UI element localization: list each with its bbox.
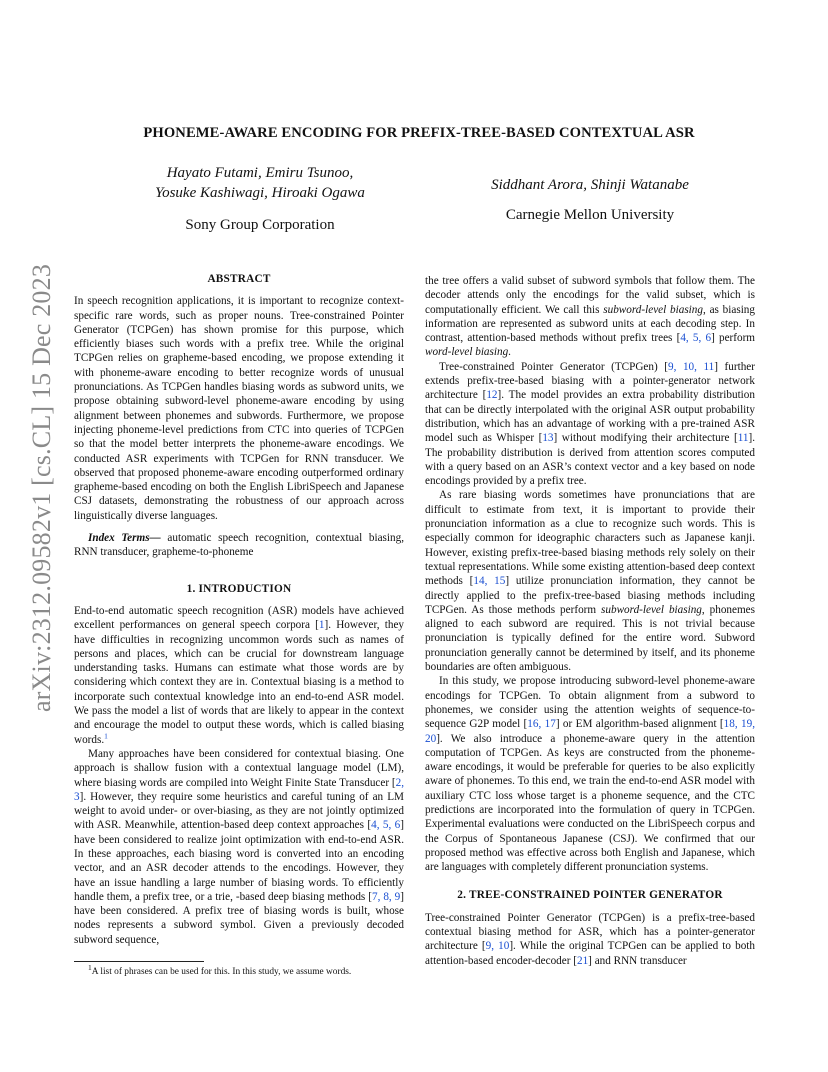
footnote-rule — [74, 961, 204, 962]
text-run: , phonemes aligned to each subword are required. This is not trivial because pronunciation is typically defined for the entire word. Subword pronunciation generally cannot be determined by itself, and its phoneme boundaries are often ambiguous. — [425, 603, 755, 674]
footnote — [74, 962, 404, 978]
section2-heading: 2. TREE-CONSTRAINED POINTER GENERATOR — [457, 889, 723, 902]
citation-link[interactable]: 2, 3 — [74, 776, 404, 803]
footnote-text: A list of phrases can be used for this. In this study, we assume words. — [91, 967, 352, 977]
arxiv-id: arXiv:2312.09582v1 [cs.CL] 15 Dec 2023 — [27, 263, 57, 712]
abstract-heading: ABSTRACT — [207, 273, 271, 285]
arxiv-stamp — [22, 263, 62, 712]
right-paragraph-3 — [425, 488, 755, 674]
abstract-text: In speech recognition applications, it is important to recognize context-specific rare words, such as proper nouns. Tree-constrained Pointer Generator (TCPGen) has shown promise for this purpose, which efficiently biases such words with a prefix tree. While the original TCPGen relies on grapheme-based encoding, we propose extending it with phoneme-aware encoding to better recognize words of unusual pronunciations. As TCPGen handles biasing words as subword units, we propose obtaining subword-level phoneme-aware encoding by using alignment between phonemes and subwords. Furthermore, we propose injecting phoneme-level predictions from CTC into queries of TCPGen so that the model better interprets the phoneme-aware encodings. We conducted ASR experiments with TCPGen for RNN transducer. We observed that proposed phoneme-aware encoding outperformed ordinary grapheme-based encoding on both the English LibriSpeech and Japanese CSJ datasets, demonstrating the robustness of our approach across linguistically diverse languages. — [74, 295, 404, 522]
right-paragraph-1 — [425, 274, 755, 360]
text-run: Tree-constrained Pointer Generator (TCPGen) is a prefix-tree-based contextual biasing method for ASR, which has a pointer-generator architecture [ — [425, 911, 755, 953]
text-run: ] utilize pronunciation information, they cannot be directly applied to the prefix-tree-based biasing methods including TCPGen. As those methods perform — [425, 575, 756, 616]
citation-link[interactable]: 16, 17 — [527, 718, 556, 731]
footnote-number: 1 — [88, 962, 92, 972]
text-run: End-to-end automatic speech recognition (ASR) models have achieved excellent performances on general speech corpora [ — [74, 604, 404, 632]
text-run: As rare biasing words sometimes have pronunciations that are difficult to estimate from text, it is important to provide their pronunciation information as a clue to recognize such words. This is especially common for ideographic characters such as Japanese kanji. However, existing prefix-tree-based biasing methods rely solely on their textual representations. While some existing attention-based deep context methods [ — [425, 489, 755, 588]
section2-paragraph — [425, 911, 755, 968]
footnote-mark[interactable]: 1 — [104, 730, 108, 740]
citation-link[interactable]: 9, 10, 11 — [668, 360, 715, 373]
author-block-right — [440, 175, 740, 224]
citation-link[interactable]: 4, 5, 6 — [371, 819, 401, 832]
intro-paragraph-2 — [74, 747, 404, 947]
citation-link[interactable]: 21 — [576, 954, 589, 967]
affiliation-right: Carnegie Mellon University — [505, 207, 675, 223]
paper-title: PHONEME-AWARE ENCODING FOR PREFIX-TREE-BASED CONTEXTUAL ASR — [143, 125, 695, 141]
right-paragraph-4 — [425, 674, 755, 874]
author-names-right: Siddhant Arora, Shinji Watanabe — [491, 177, 689, 193]
text-run: ]. While the original TCPGen can be applied to both attention-based encoder-decoder [ — [425, 940, 755, 967]
text-run: ]. However, they have difficulties in recognizing uncommon words such as names of persons and places, which can be crucial for downstream language understanding tasks. Humans can estimate what those words are by considering which context they are in. Contextual biasing is a method to incorporate such contextual knowledge into an end-to-end ASR model. We pass the model a list of words that are likely to appear in the context and encourage the model to output these words, which is called biasing words. — [74, 619, 404, 746]
text-run: Many approaches have been considered for contextual biasing. One approach is shallow fusion with a contextual language model (LM), where biasing words are compiled into Weight Finite State Transducer [ — [74, 747, 404, 789]
affiliation-left: Sony Group Corporation — [185, 217, 335, 233]
text-run: ] have been considered. A prefix tree of biasing words is built, whose nodes represents a subword symbol. Given a previously decoded subword sequence, — [74, 890, 404, 946]
citation-link[interactable]: 13 — [542, 432, 554, 445]
citation-link[interactable]: 9, 10 — [485, 940, 510, 953]
text-run: ] have been considered to realize joint optimization with end-to-end ASR. In these approaches, each biasing word is converted into an encoding vector, and an ASR decoder attends to the encodings. However, they have an issue handling a large number of biasing words. To efficiently handle them, a prefix tree, or a trie, -based deep biasing methods [ — [74, 819, 405, 903]
citation-link[interactable]: 14, 15 — [473, 575, 506, 588]
intro-heading: 1. INTRODUCTION — [186, 582, 292, 595]
index-terms-text: automatic speech recognition, contextual biasing, RNN transducer, grapheme-to-phoneme — [74, 532, 404, 559]
text-run: ]. We also introduce a phoneme-aware query in the attention computation of TCPGen. As keys are constructed from the phoneme-aware encodings, it would be preferable for queries to be also explicitly aware of phonemes. To this end, we train the end-to-end ASR model with auxiliary CTC loss whose target is a phoneme sequence, and the CTC predictions are incorporated into the formulation of query in TCPGen. Experimental evaluations were conducted on the LibriSpeech corpus and the Corpus of Spontaneous Japanese (CSJ). We confirmed that our proposed method was effective across both English and Japanese, which are languages with completely different pronunciation systems. — [425, 732, 755, 874]
right-column — [425, 274, 755, 968]
citation-link[interactable]: 4, 5, 6 — [680, 332, 712, 345]
index-terms — [74, 531, 404, 560]
author-block-left — [110, 163, 410, 234]
text-run: ] without modifying their architecture [ — [553, 432, 738, 445]
text-run: Tree-constrained Pointer Generator (TCPGen) [ — [439, 360, 668, 373]
author-names-line1: Hayato Futami, Emiru Tsunoo, — [166, 165, 354, 181]
emphasis: subword-level biasing — [603, 303, 703, 316]
text-run: In this study, we propose introducing subword-level phoneme-aware encodings for TCPGen. To obtain alignment from a subword to phonemes, we consider using the attention weights of sequence-to-sequence G2P model [ — [425, 675, 755, 731]
abstract — [74, 272, 404, 523]
text-run: ] further extends prefix-tree-based biasing with a pointer-generator network architecture [ — [425, 360, 755, 402]
citation-link[interactable]: 12 — [486, 389, 498, 402]
text-run: ] or EM algorithm-based alignment [ — [555, 718, 724, 731]
text-run: ]. The probability distribution is derived from attention scores computed with a query based on an ASR’s context vector and a key based on node encodings provided by a prefix tree. — [425, 432, 755, 488]
text-run: ] and RNN transducer — [588, 954, 687, 967]
citation-link[interactable]: 11 — [737, 432, 749, 445]
citation-link[interactable]: 1 — [318, 619, 325, 632]
text-run: ]. The model provides an extra probability distribution that can be directly interpolated with the original ASR output probability distribution, which has an advantage of working with a pre-trained ASR model such as Whisper [ — [425, 389, 755, 445]
intro-paragraph-1 — [74, 604, 404, 747]
author-names-line2: Yosuke Kashiwagi, Hiroaki Ogawa — [155, 185, 365, 201]
emphasis: word-level biasing — [425, 346, 509, 359]
left-column — [74, 272, 404, 947]
index-terms-label: Index Terms— — [88, 532, 161, 545]
emphasis: subword-level biasing — [601, 603, 702, 616]
text-run: the tree offers a valid subset of subword symbols that follow them. The decoder attends only the encodings for the valid subset, which is computationally efficient. We call this — [425, 275, 755, 316]
text-run: . — [508, 346, 511, 359]
citation-link[interactable]: 7, 8, 9 — [371, 890, 401, 903]
right-paragraph-2 — [425, 360, 755, 489]
text-run: ]. However, they require some heuristics and careful tuning of an LM weight to avoid under- or over-biasing, as they are not jointly optimized with ASR. Meanwhile, attention-based deep context approaches [ — [74, 790, 404, 832]
text-run: ] perform — [711, 332, 756, 345]
citation-link[interactable]: 18, 19, 20 — [425, 718, 756, 745]
text-run: , as biasing information are represented as subword units at each decoding step. In contrast, attention-based methods without prefix trees [ — [425, 303, 755, 345]
